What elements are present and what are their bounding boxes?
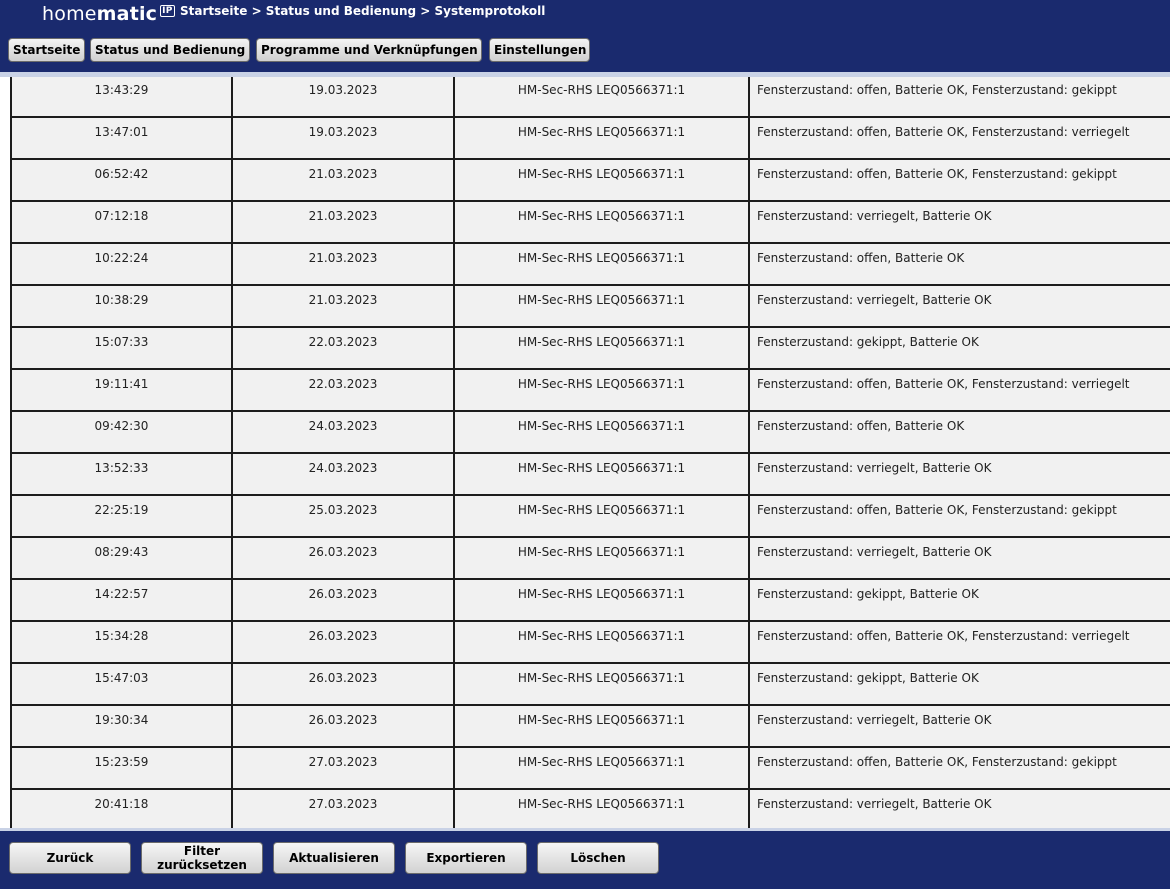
date-cell: 25.03.2023 <box>233 496 455 536</box>
device-cell: HM-Sec-RHS LEQ0566371:1 <box>455 622 750 662</box>
time-cell: 14:22:57 <box>12 580 233 620</box>
table-row[interactable] <box>10 790 1170 828</box>
device-cell: HM-Sec-RHS LEQ0566371:1 <box>455 454 750 494</box>
device-cell: HM-Sec-RHS LEQ0566371:1 <box>455 286 750 326</box>
message-cell: Fensterzustand: gekippt, Batterie OK <box>757 587 979 601</box>
date-cell: 19.03.2023 <box>233 118 455 158</box>
time-cell: 19:30:34 <box>12 706 233 746</box>
message-cell: Fensterzustand: verriegelt, Batterie OK <box>757 293 992 307</box>
time-cell: 15:07:33 <box>12 328 233 368</box>
back-button[interactable]: Zurück <box>9 842 131 874</box>
table-row[interactable] <box>10 160 1170 202</box>
time-cell: 22:25:19 <box>12 496 233 536</box>
log-content[interactable] <box>0 77 1170 828</box>
nav-programme-button[interactable]: Programme und Verknüpfungen <box>256 38 482 62</box>
device-cell: HM-Sec-RHS LEQ0566371:1 <box>455 370 750 410</box>
device-cell: HM-Sec-RHS LEQ0566371:1 <box>455 118 750 158</box>
device-cell: HM-Sec-RHS LEQ0566371:1 <box>455 328 750 368</box>
message-cell: Fensterzustand: gekippt, Batterie OK <box>757 671 979 685</box>
refresh-button[interactable]: Aktualisieren <box>273 842 395 874</box>
message-cell: Fensterzustand: offen, Batterie OK <box>757 419 965 433</box>
device-cell: HM-Sec-RHS LEQ0566371:1 <box>455 496 750 536</box>
time-cell: 13:47:01 <box>12 118 233 158</box>
reset-filter-button[interactable]: Filter zurücksetzen <box>141 842 263 874</box>
table-row[interactable] <box>10 580 1170 622</box>
message-cell: Fensterzustand: offen, Batterie OK, Fensterzustand: verriegelt <box>757 377 1130 391</box>
time-cell: 15:23:59 <box>12 748 233 788</box>
device-cell: HM-Sec-RHS LEQ0566371:1 <box>455 790 750 828</box>
table-row[interactable] <box>10 454 1170 496</box>
device-cell: HM-Sec-RHS LEQ0566371:1 <box>455 580 750 620</box>
table-row[interactable] <box>10 538 1170 580</box>
table-row[interactable] <box>10 370 1170 412</box>
date-cell: 21.03.2023 <box>233 286 455 326</box>
date-cell: 27.03.2023 <box>233 748 455 788</box>
time-cell: 10:38:29 <box>12 286 233 326</box>
message-cell: Fensterzustand: offen, Batterie OK, Fensterzustand: gekippt <box>757 167 1117 181</box>
time-cell: 19:11:41 <box>12 370 233 410</box>
date-cell: 22.03.2023 <box>233 370 455 410</box>
top-bar <box>0 0 1170 72</box>
message-cell: Fensterzustand: offen, Batterie OK <box>757 251 965 265</box>
footer-bar <box>0 828 1170 889</box>
device-cell: HM-Sec-RHS LEQ0566371:1 <box>455 77 750 116</box>
date-cell: 24.03.2023 <box>233 412 455 452</box>
nav-startseite-button[interactable]: Startseite <box>8 38 85 62</box>
device-cell: HM-Sec-RHS LEQ0566371:1 <box>455 664 750 704</box>
nav-status-button[interactable]: Status und Bedienung <box>90 38 250 62</box>
message-cell: Fensterzustand: verriegelt, Batterie OK <box>757 797 992 811</box>
table-row[interactable] <box>10 622 1170 664</box>
ip-badge: IP <box>162 6 173 16</box>
date-cell: 26.03.2023 <box>233 580 455 620</box>
time-cell: 10:22:24 <box>12 244 233 284</box>
time-cell: 15:34:28 <box>12 622 233 662</box>
date-cell: 21.03.2023 <box>233 160 455 200</box>
date-cell: 21.03.2023 <box>233 202 455 242</box>
breadcrumb: Startseite > Status und Bedienung > Systemprotokoll <box>180 4 546 18</box>
message-cell: Fensterzustand: verriegelt, Batterie OK <box>757 545 992 559</box>
message-cell: Fensterzustand: gekippt, Batterie OK <box>757 335 979 349</box>
message-cell: Fensterzustand: offen, Batterie OK, Fensterzustand: verriegelt <box>757 125 1130 139</box>
time-cell: 07:12:18 <box>12 202 233 242</box>
table-row[interactable] <box>10 412 1170 454</box>
time-cell: 20:41:18 <box>12 790 233 828</box>
date-cell: 19.03.2023 <box>233 77 455 116</box>
table-row[interactable] <box>10 118 1170 160</box>
date-cell: 27.03.2023 <box>233 790 455 828</box>
device-cell: HM-Sec-RHS LEQ0566371:1 <box>455 412 750 452</box>
message-cell: Fensterzustand: verriegelt, Batterie OK <box>757 209 992 223</box>
message-cell: Fensterzustand: verriegelt, Batterie OK <box>757 461 992 475</box>
device-cell: HM-Sec-RHS LEQ0566371:1 <box>455 244 750 284</box>
date-cell: 22.03.2023 <box>233 328 455 368</box>
date-cell: 26.03.2023 <box>233 538 455 578</box>
time-cell: 06:52:42 <box>12 160 233 200</box>
message-cell: Fensterzustand: offen, Batterie OK, Fensterzustand: gekippt <box>757 83 1117 97</box>
table-row[interactable] <box>10 706 1170 748</box>
device-cell: HM-Sec-RHS LEQ0566371:1 <box>455 748 750 788</box>
time-cell: 15:47:03 <box>12 664 233 704</box>
device-cell: HM-Sec-RHS LEQ0566371:1 <box>455 202 750 242</box>
table-row[interactable] <box>10 202 1170 244</box>
table-row[interactable] <box>10 748 1170 790</box>
message-cell: Fensterzustand: offen, Batterie OK, Fensterzustand: gekippt <box>757 503 1117 517</box>
message-cell: Fensterzustand: verriegelt, Batterie OK <box>757 713 992 727</box>
device-cell: HM-Sec-RHS LEQ0566371:1 <box>455 538 750 578</box>
table-row[interactable] <box>10 496 1170 538</box>
table-row[interactable] <box>10 244 1170 286</box>
date-cell: 26.03.2023 <box>233 622 455 662</box>
time-cell: 08:29:43 <box>12 538 233 578</box>
date-cell: 21.03.2023 <box>233 244 455 284</box>
message-cell: Fensterzustand: offen, Batterie OK, Fensterzustand: gekippt <box>757 755 1117 769</box>
table-row[interactable] <box>10 286 1170 328</box>
time-cell: 09:42:30 <box>12 412 233 452</box>
device-cell: HM-Sec-RHS LEQ0566371:1 <box>455 160 750 200</box>
device-cell: HM-Sec-RHS LEQ0566371:1 <box>455 706 750 746</box>
date-cell: 24.03.2023 <box>233 454 455 494</box>
message-cell: Fensterzustand: offen, Batterie OK, Fensterzustand: verriegelt <box>757 629 1130 643</box>
time-cell: 13:52:33 <box>12 454 233 494</box>
time-cell: 13:43:29 <box>12 77 233 116</box>
date-cell: 26.03.2023 <box>233 706 455 746</box>
table-row[interactable] <box>10 77 1170 118</box>
table-row[interactable] <box>10 664 1170 706</box>
delete-button[interactable]: Löschen <box>537 842 659 874</box>
date-cell: 26.03.2023 <box>233 664 455 704</box>
table-row[interactable] <box>10 328 1170 370</box>
export-button[interactable]: Exportieren <box>405 842 527 874</box>
nav-einstellungen-button[interactable]: Einstellungen <box>489 38 590 62</box>
homematic-logo: homematic IP <box>42 3 173 25</box>
